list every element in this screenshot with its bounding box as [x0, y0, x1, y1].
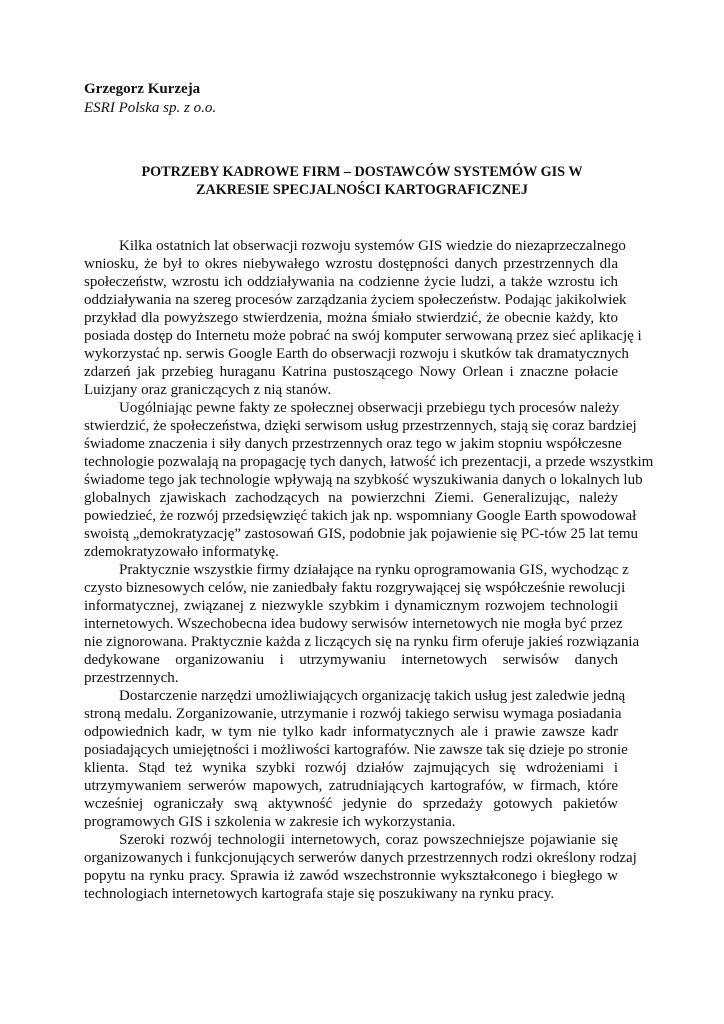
- text-line: Praktycznie wszystkie firmy działające na rynku oprogramowania GIS, wychodząc z: [119, 562, 629, 578]
- text-line: utrzymywaniem serwerów mapowych, zatrudniających kartografów, w firmach, które: [84, 778, 618, 794]
- text-line: wniosku, że był to okres niebywałego wzrostu dostępności danych przestrzennych dla: [84, 256, 618, 272]
- author-affiliation: ESRI Polska sp. z o.o.: [84, 100, 217, 116]
- text-line: internetowych. Wszechobecna idea budowy serwisów internetowych nie mogła być przez: [84, 616, 623, 632]
- text-line: dedykowane organizowaniu i utrzymywaniu internetowych serwisów danych: [84, 652, 618, 668]
- text-line: posiada dostęp do Internetu może pobrać na swój komputer serwowaną przez sieć aplikację i: [84, 328, 642, 344]
- document-title: [84, 163, 640, 199]
- text-line: świadome znaczenia i siły danych przestrzennych oraz tego w jakim stopniu współczesne: [84, 436, 622, 452]
- text-line: Uogólniając pewne fakty ze społecznej obserwacji przebiegu tych procesów należy: [119, 400, 620, 416]
- text-line: organizowanych i funkcjonujących serwerów danych przestrzennych rodzi określony rodzaj: [84, 850, 637, 866]
- paragraph-1: [84, 237, 642, 399]
- text-line: technologiach internetowych kartografa staje się poszukiwany na rynku pracy.: [84, 886, 555, 902]
- document-body: [84, 237, 654, 903]
- paragraph-4: [84, 687, 628, 831]
- text-line: społeczeństw, wzrostu ich oddziaływania na codzienne życie ludzi, a także wzrostu ich: [84, 274, 618, 290]
- text-line: technologie pozwalają na propagację tych danych, łatwość ich prezentacji, a przede wszystkim: [84, 454, 654, 470]
- text-line: wykorzystać np. serwis Google Earth do obserwacji rozwoju i skutków tak dramatycznych: [84, 346, 629, 362]
- text-line: Kilka ostatnich lat obserwacji rozwoju systemów GIS wiedzie do niezaprzeczalnego: [119, 238, 626, 254]
- text-line: programowych GIS i szkolenia w zakresie ich wykorzystania.: [84, 814, 456, 830]
- text-line: popytu na rynku pracy. Sprawia iż zawód wszechstronnie wykształconego i biegłego w: [84, 868, 618, 884]
- paragraph-5: [84, 831, 637, 903]
- text-line: swoistą „demokratyzację” zastosowań GIS, podobnie jak pojawienie się PC-tów 25 lat temu: [84, 526, 639, 542]
- text-line: zdemokratyzowało informatykę.: [84, 544, 279, 560]
- text-line: przestrzennych.: [84, 670, 179, 686]
- text-line: klienta. Stąd też wynika szybki rozwój działów zajmujących się wdrożeniami i: [84, 760, 618, 776]
- text-line: zdarzeń jak przebieg huraganu Katrina pustoszącego Nowy Orlean i znaczne połacie: [84, 364, 618, 380]
- text-line: nie zignorowana. Praktycznie każda z liczących się na rynku firm oferuje jakieś rozwiązania: [84, 634, 640, 650]
- paragraph-3: [84, 561, 640, 687]
- text-line: świadome tego jak technologie wpływają na szybkość wyszukiwania danych o lokalnych lub: [84, 472, 643, 488]
- author-name: Grzegorz Kurzeja: [84, 81, 201, 97]
- text-line: Dostarczenie narzędzi umożliwiających organizację takich usług jest zaledwie jedną: [119, 688, 626, 704]
- text-line: stwierdzić, że społeczeństwa, dzięki serwisom usług przestrzennych, stają się coraz bardziej: [84, 418, 637, 434]
- text-line: informatycznej, związanej z niezwykle szybkim i dynamicznym rozwojem technologii: [84, 598, 618, 614]
- text-line: powiedzieć, że rozwój przedsięwzięć takich jak np. wspomniany Google Earth spowodował: [84, 508, 637, 524]
- text-line: posiadających umiejętności i możliwości kartografów. Nie zawsze tak się dzieje po stronie: [84, 742, 628, 758]
- paragraph-2: [84, 399, 654, 561]
- text-line: stroną medalu. Zorganizowanie, utrzymanie i rozwój takiego serwisu wymaga posiadania: [84, 706, 622, 722]
- title-line: POTRZEBY KADROWE FIRM – DOSTAWCÓW SYSTEMÓW GIS W: [141, 164, 583, 180]
- text-line: Szeroki rozwój technologii internetowych, coraz powszechniejsze pojawianie się: [119, 832, 618, 848]
- text-line: czysto biznesowych celów, nie zaniedbały faktu rozgrywającej się współcześnie rewolucji: [84, 580, 626, 596]
- text-line: odpowiednich kadr, w tym nie tylko kadr informatycznych ale i prawie zawsze kadr: [84, 724, 618, 740]
- title-line: ZAKRESIE SPECJALNOŚCI KARTOGRAFICZNEJ: [196, 182, 528, 198]
- text-line: globalnych zjawiskach zachodzących na powierzchni Ziemi. Generalizując, należy: [84, 490, 618, 506]
- text-line: wcześniej ograniczały swą aktywność jedynie do sprzedaży gotowych pakietów: [84, 796, 618, 812]
- text-line: przykład dla powyższego stwierdzenia, można śmiało stwierdzić, że obecnie każdy, kto: [84, 310, 618, 326]
- text-line: oddziaływania na szereg procesów zarządzania życiem społeczeństw. Podając jakikolwiek: [84, 292, 627, 308]
- text-line: Luizjany oraz graniczących z nią stanów.: [84, 382, 332, 398]
